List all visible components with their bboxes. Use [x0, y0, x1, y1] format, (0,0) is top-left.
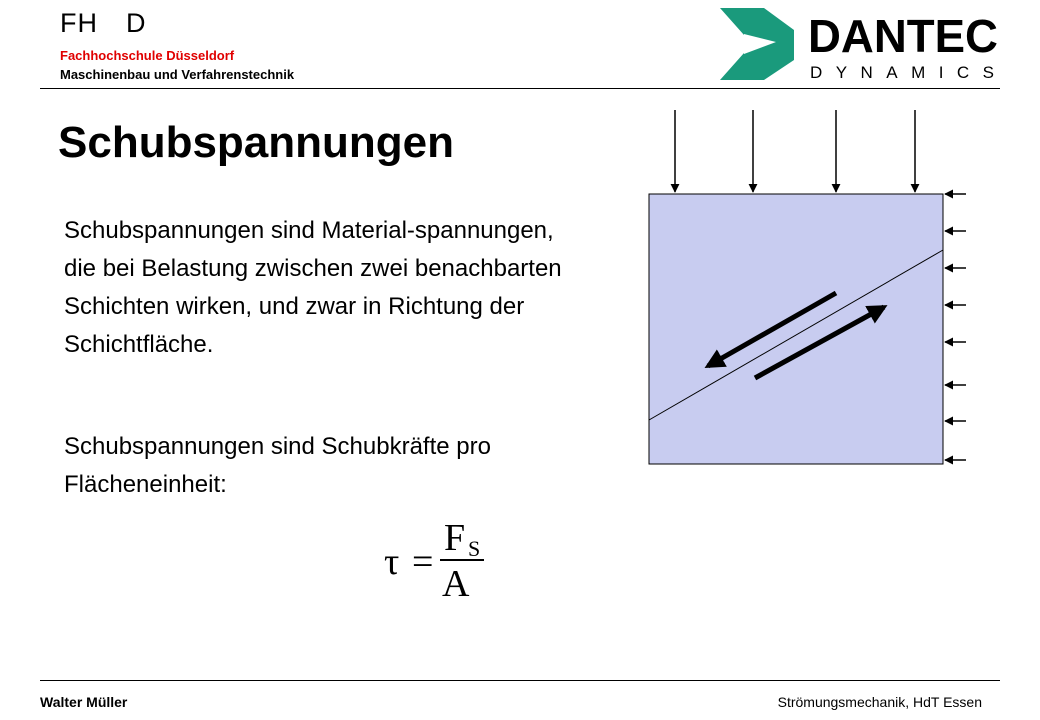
- dantec-logo: [716, 6, 1006, 82]
- denominator-area: A: [442, 563, 470, 605]
- material-block: [649, 194, 943, 464]
- footer-divider: [40, 680, 1000, 681]
- footer-author: Walter Müller: [40, 694, 128, 710]
- page-title: Schubspannungen: [58, 118, 454, 167]
- horizontal-load-arrows: [945, 194, 966, 460]
- numerator-subscript: S: [468, 536, 481, 561]
- fh-logo-text: [60, 8, 147, 39]
- fh-letters: FH: [60, 8, 98, 38]
- department-name: Maschinenbau und Verfahrenstechnik: [60, 67, 295, 82]
- equals-sign: =: [412, 541, 434, 583]
- header-divider: [40, 88, 1000, 89]
- vertical-load-arrows: [675, 110, 915, 192]
- logo-subtitle: DYNAMICS: [810, 63, 994, 82]
- numerator-force: F: [444, 517, 466, 559]
- footer-course: Strömungsmechanik, HdT Essen: [777, 694, 982, 710]
- formula-intro-paragraph: Schubspannungen sind Schubkräfte pro Flächeneinheit:: [64, 433, 491, 498]
- shear-diagram: [640, 100, 980, 480]
- tau-symbol: τ: [384, 541, 400, 583]
- logo-name: DANTEC: [808, 10, 998, 62]
- definition-paragraph: Schubspannungen sind Material-spannungen, die bei Belastung zwischen zwei benachbarten Schichten wirken, und zwar in Richtung der Schichtfläche.: [64, 217, 562, 358]
- school-name: Fachhochschule Düsseldorf: [60, 48, 235, 63]
- d-letter: D: [126, 8, 147, 38]
- dantec-logo-mark: [720, 8, 794, 80]
- shear-stress-formula: [380, 510, 490, 605]
